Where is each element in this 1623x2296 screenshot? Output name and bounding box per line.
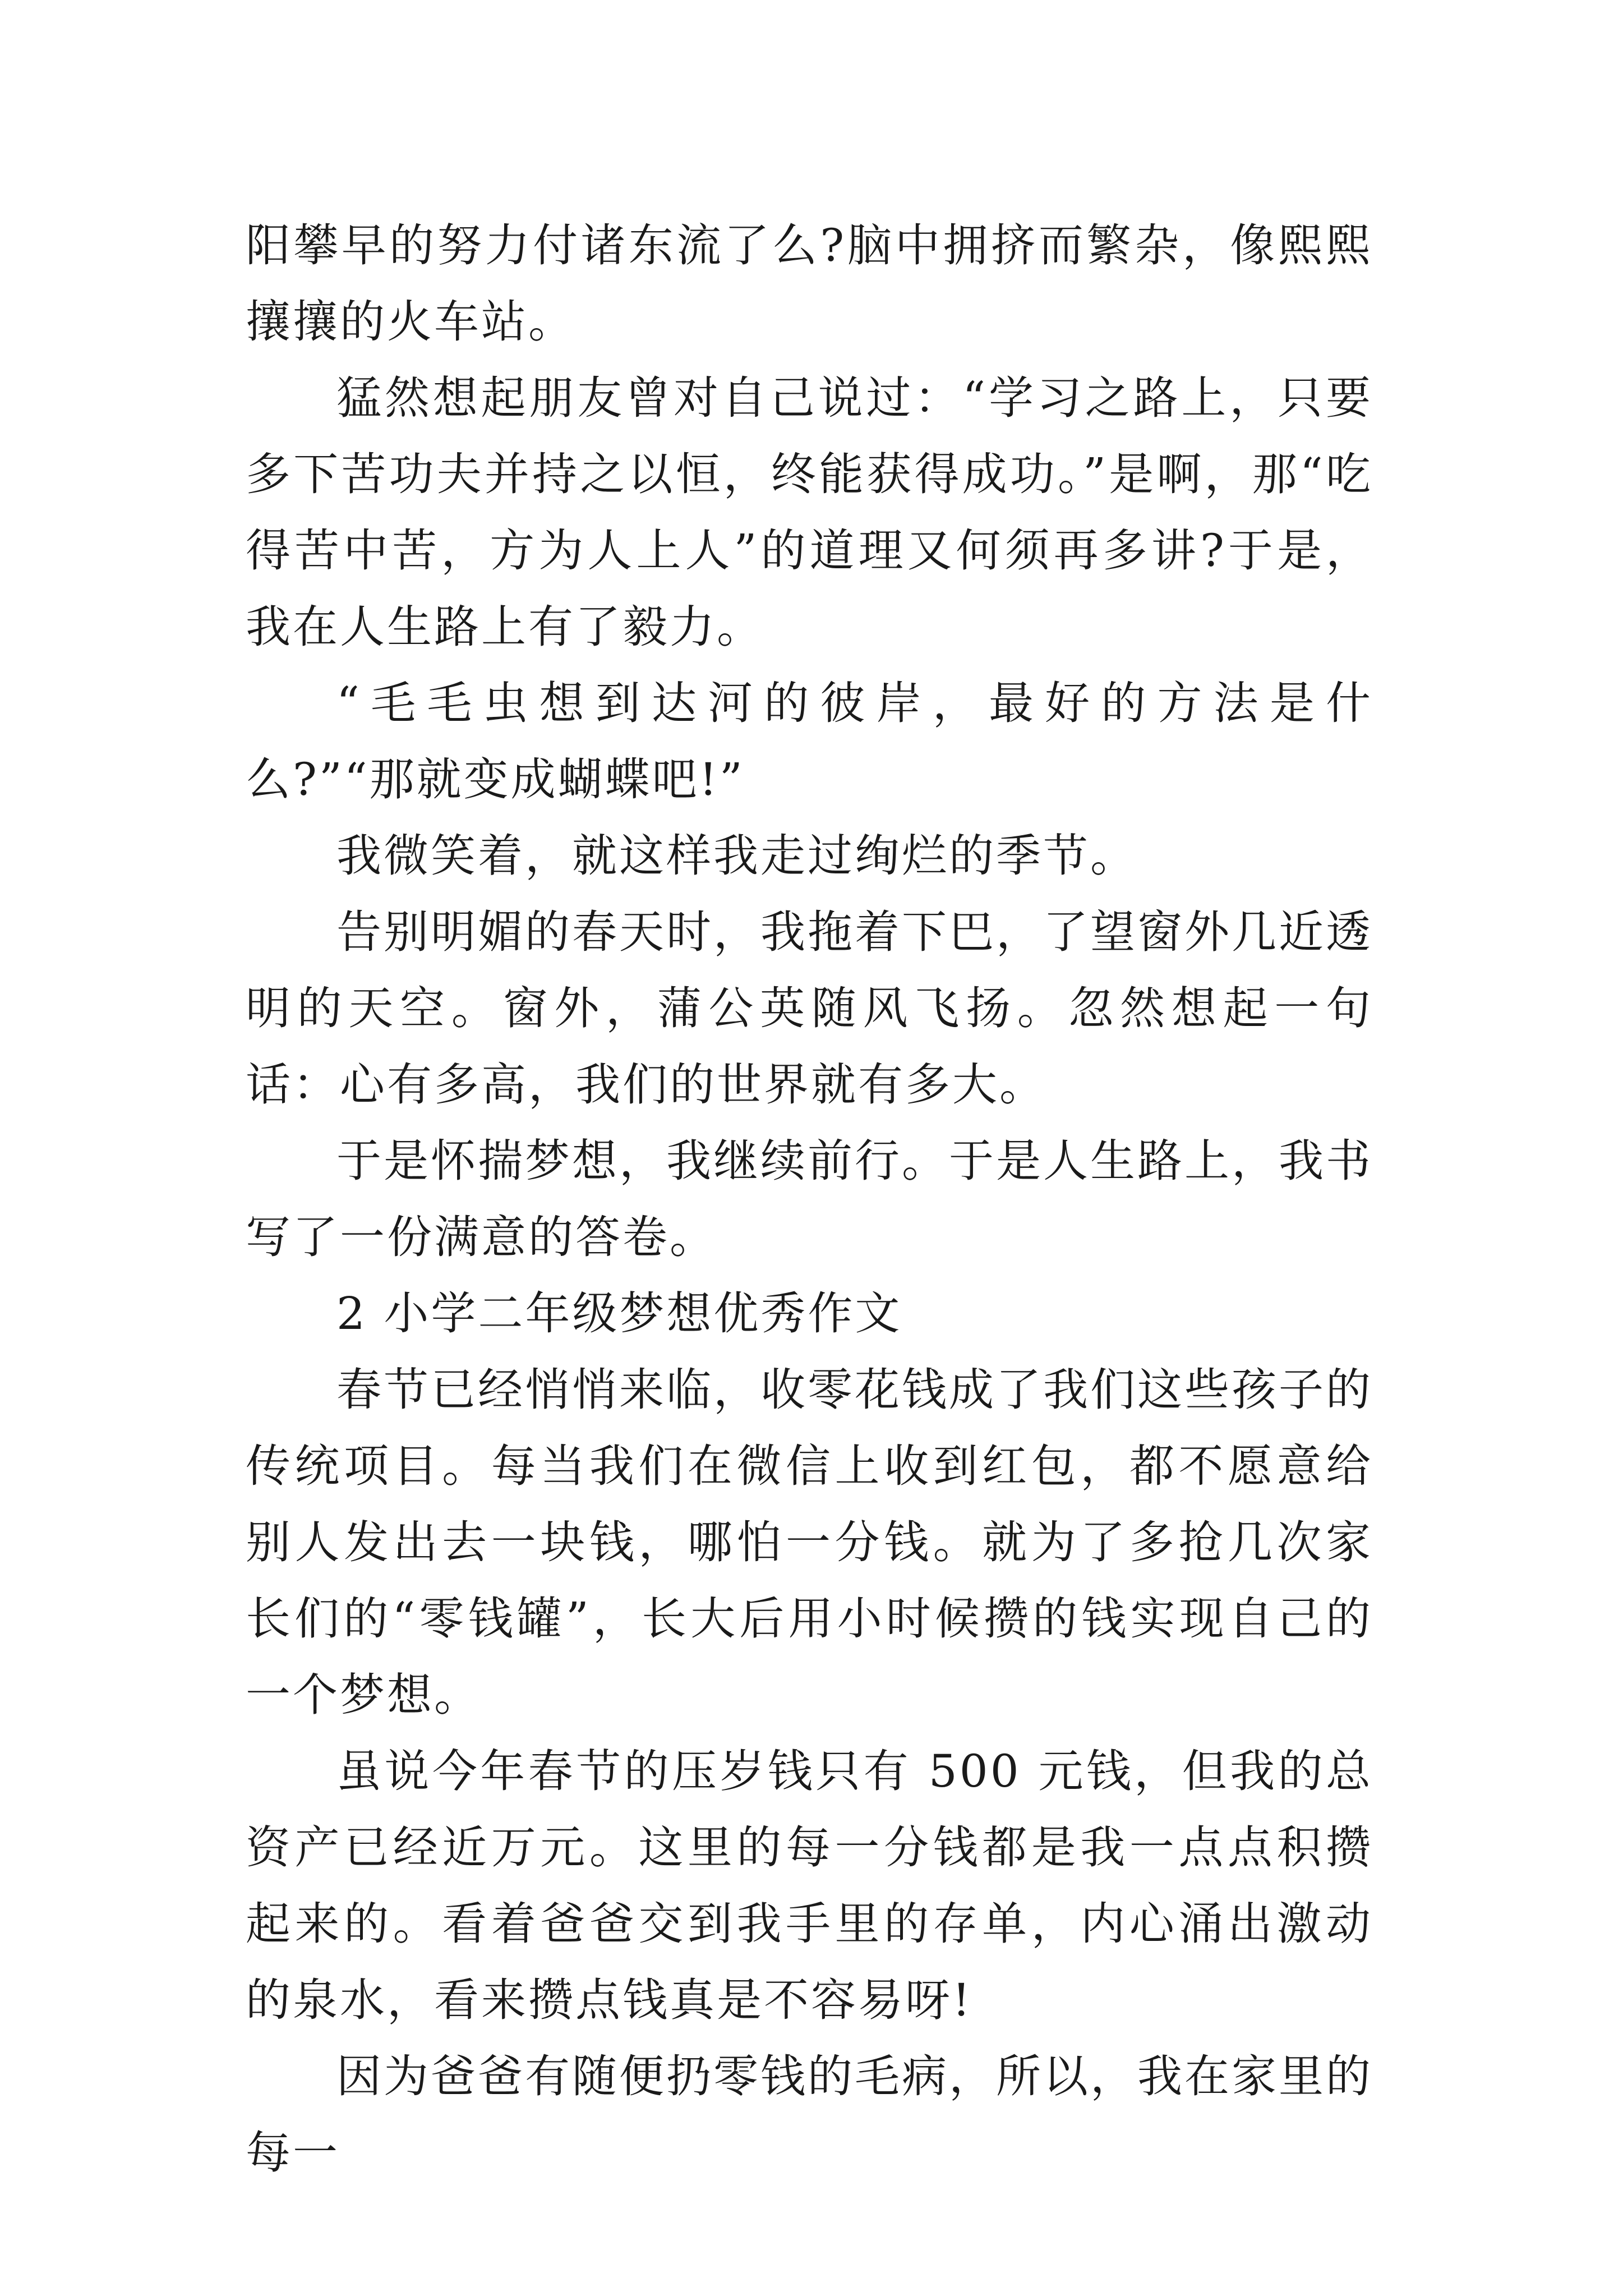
- paragraph-continuation: 阳攀早的努力付诸东流了么?脑中拥挤而繁杂，像熙熙攘攘的火车站。: [246, 219, 1373, 348]
- paragraph: 虽说今年春节的压岁钱只有 500 元钱，但我的总资产已经近万元。这里的每一分钱都是我一点点积攒起来的。看着爸爸交到我手里的存单，内心涌出激动的泉水，看来攒点钱真是不容易呀!: [246, 1745, 1373, 2026]
- paragraph: 告别明媚的春天时，我拖着下巴，了望窗外几近透明的天空。窗外，蒲公英随风飞扬。忽然想起一句话：心有多高，我们的世界就有多大。: [246, 906, 1373, 1111]
- paragraph: 我微笑着，就这样我走过绚烂的季节。: [336, 830, 1137, 882]
- paragraph: “毛毛虫想到达河的彼岸，最好的方法是什么?”“那就变成蝴蝶吧!”: [246, 677, 1373, 806]
- paragraph: 猛然想起朋友曾对自己说过：“学习之路上，只要多下苦功夫并持之以恒，终能获得成功。”是啊，那“吃得苦中苦，方为人上人”的道理又何须再多讲?于是，我在人生路上有了毅力。: [246, 372, 1373, 653]
- paragraph: 春节已经悄悄来临，收零花钱成了我们这些孩子的传统项目。每当我们在微信上收到红包，都不愿意给别人发出去一块钱，哪怕一分钱。就为了多抢几次家长们的“零钱罐”，长大后用小时候攒的钱实现自己的一个梦想。: [246, 1364, 1373, 1721]
- paragraph: 因为爸爸有随便扔零钱的毛病，所以，我在家里的每一: [246, 2050, 1373, 2179]
- document-body: [246, 208, 1373, 2191]
- section-heading: 2 小学二年级梦想优秀作文: [336, 1287, 902, 1340]
- paragraph: 于是怀揣梦想，我继续前行。于是人生路上，我书写了一份满意的答卷。: [246, 1135, 1373, 1263]
